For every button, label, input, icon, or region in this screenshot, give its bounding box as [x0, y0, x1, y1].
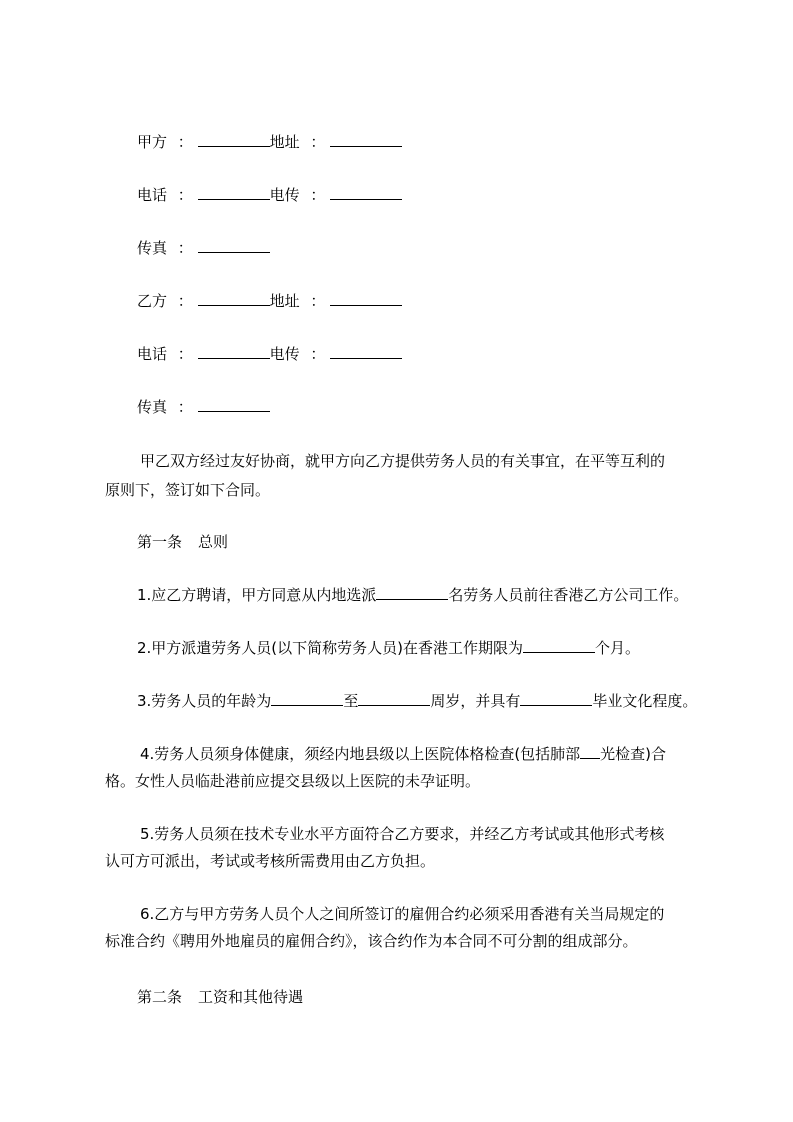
- party-a-telex-colon: ：: [310, 186, 326, 204]
- clause-3-text-b: 至: [343, 692, 359, 710]
- article-2-title: 工资和其他待遇: [198, 988, 304, 1006]
- clause-1: [137, 584, 688, 606]
- article-1-number: 第一条: [137, 533, 183, 551]
- clause-2: [137, 637, 640, 659]
- preamble-line-1: 甲乙双方经过友好协商，就甲方向乙方提供劳务人员的有关事宜，在平等互利的: [140, 452, 666, 470]
- clause-3-text-a: 3.劳务人员的年龄为: [137, 692, 272, 710]
- clause-4-xray-blank[interactable]: [580, 744, 600, 759]
- party-a-phone-line: [137, 184, 402, 206]
- party-b-phone-label: 电话: [137, 345, 168, 363]
- party-a-name-blank[interactable]: [198, 132, 270, 147]
- party-a-fax-colon: ：: [177, 239, 193, 257]
- party-a-line: [137, 131, 402, 153]
- party-a-fax-label: 传真: [137, 239, 168, 257]
- clause-3-text-d: 毕业文化程度。: [592, 692, 698, 710]
- clause-2-text-a: 2.甲方派遣劳务人员(以下简称劳务人员)在香港工作期限为: [137, 639, 524, 657]
- party-b-phone-blank[interactable]: [198, 344, 270, 359]
- party-b-phone-line: [137, 343, 402, 365]
- clause-4-text-a: 4.劳务人员须身体健康，须经内地县级以上医院体格检查(包括肺部: [140, 745, 581, 763]
- party-b-telex-colon: ：: [310, 345, 326, 363]
- clause-3: [137, 690, 697, 712]
- party-b-colon: ：: [177, 292, 193, 310]
- party-b-fax-colon: ：: [177, 398, 193, 416]
- clause-3-age-max-blank[interactable]: [358, 691, 430, 706]
- clause-1-text-b: 名劳务人员前往香港乙方公司工作。: [448, 586, 689, 604]
- party-a-telex-label: 电传: [269, 186, 300, 204]
- clause-4-line-1: [140, 743, 666, 765]
- party-b-address-blank[interactable]: [330, 291, 402, 306]
- clause-6-line-1: 6.乙方与甲方劳务人员个人之间所签订的雇佣合约必须采用香港有关当局规定的: [140, 905, 665, 923]
- article-2-number: 第二条: [137, 988, 183, 1006]
- clause-4-line-2: 格。女性人员临赴港前应提交县级以上医院的未孕证明。: [105, 772, 481, 790]
- clause-1-count-blank[interactable]: [376, 585, 448, 600]
- clause-3-age-min-blank[interactable]: [271, 691, 343, 706]
- clause-2-months-blank[interactable]: [523, 638, 595, 653]
- party-a-fax-line: [137, 237, 270, 259]
- article-2-heading: [137, 986, 303, 1007]
- article-1-heading: [137, 531, 228, 552]
- party-a-address-colon: ：: [310, 133, 326, 151]
- preamble-line-2: 原则下，签订如下合同。: [105, 481, 271, 499]
- party-b-fax-label: 传真: [137, 398, 168, 416]
- party-a-address-label: 地址: [269, 133, 300, 151]
- party-b-telex-label: 电传: [269, 345, 300, 363]
- party-a-fax-blank[interactable]: [198, 238, 270, 253]
- party-b-telex-blank[interactable]: [330, 344, 402, 359]
- party-b-fax-line: [137, 396, 270, 418]
- clause-1-text-a: 1.应乙方聘请，甲方同意从内地选派: [137, 586, 377, 604]
- party-a-phone-colon: ：: [177, 186, 193, 204]
- clause-2-text-b: 个月。: [595, 639, 641, 657]
- party-b-address-label: 地址: [269, 292, 300, 310]
- clause-3-text-c: 周岁，并具有: [430, 692, 521, 710]
- clause-5-line-1: 5.劳务人员须在技术专业水平方面符合乙方要求，并经乙方考试或其他形式考核: [140, 825, 665, 843]
- party-a-label: 甲方: [137, 133, 168, 151]
- party-b-label: 乙方: [137, 292, 168, 310]
- party-b-line: [137, 290, 402, 312]
- party-a-telex-blank[interactable]: [330, 185, 402, 200]
- article-1-title: 总则: [198, 533, 229, 551]
- party-b-fax-blank[interactable]: [198, 397, 270, 412]
- clause-5-line-2: 认可方可派出，考试或考核所需费用由乙方负担。: [105, 852, 436, 870]
- party-a-colon: ：: [177, 133, 193, 151]
- party-a-phone-label: 电话: [137, 186, 168, 204]
- clause-4-text-b: 光检查)合: [600, 745, 667, 763]
- clause-3-education-blank[interactable]: [520, 691, 592, 706]
- clause-6-line-2: 标准合约《聘用外地雇员的雇佣合约》，该合约作为本合同不可分割的组成部分。: [105, 932, 638, 950]
- party-b-name-blank[interactable]: [198, 291, 270, 306]
- party-b-phone-colon: ：: [177, 345, 193, 363]
- party-a-address-blank[interactable]: [330, 132, 402, 147]
- party-b-address-colon: ：: [310, 292, 326, 310]
- party-a-phone-blank[interactable]: [198, 185, 270, 200]
